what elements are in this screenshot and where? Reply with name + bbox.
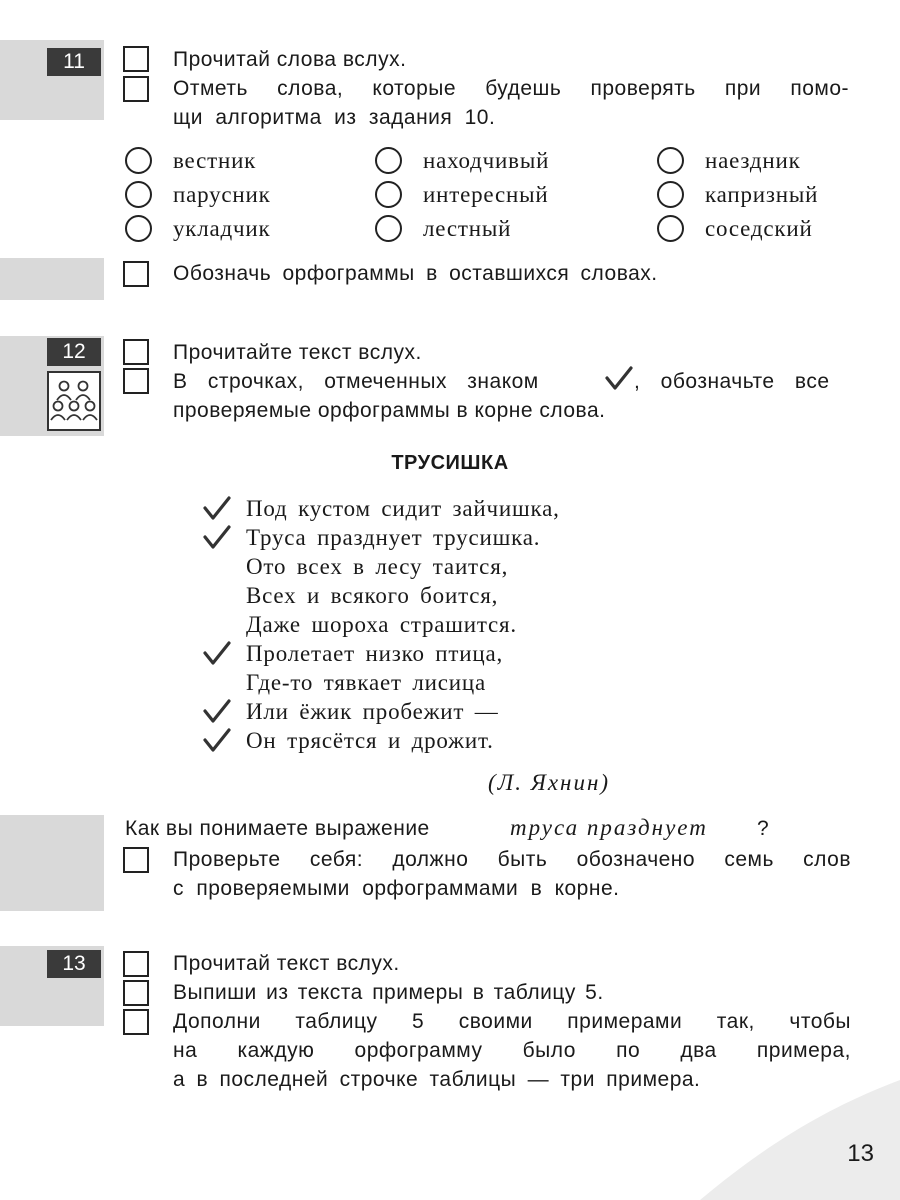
task13-line4: на каждую орфограмму было по два примера, bbox=[173, 1039, 851, 1062]
task12-line3: проверяемые орфограммы в корне слова. bbox=[173, 399, 606, 422]
poem-line: Труса празднует трусишка. bbox=[246, 525, 541, 550]
poem-checkmark-icon bbox=[202, 525, 232, 551]
word-kaprizny: капризный bbox=[705, 182, 819, 207]
poem-author: (Л. Яхнин) bbox=[488, 770, 611, 795]
group-work-icon bbox=[47, 371, 101, 431]
word-circle-sosedsky[interactable] bbox=[657, 215, 684, 242]
task13-checkbox-2[interactable] bbox=[123, 980, 149, 1006]
poem-line: Или ёжик пробежит — bbox=[246, 699, 499, 724]
poem-checkmark-icon bbox=[202, 699, 232, 725]
word-circle-lestny[interactable] bbox=[375, 215, 402, 242]
task12-checkbox-1[interactable] bbox=[123, 339, 149, 365]
task-number-12: 12 bbox=[47, 338, 101, 366]
task11-line3: щи алгоритма из задания 10. bbox=[173, 106, 496, 129]
task11-checkbox-1[interactable] bbox=[123, 46, 149, 72]
poem-checkmark-icon bbox=[202, 641, 232, 667]
task13-line1: Прочитай текст вслух. bbox=[173, 952, 400, 975]
task12-line2-a: В строчках, отмеченных знаком bbox=[173, 370, 539, 393]
page-curl-shadow bbox=[0, 1080, 900, 1200]
task13-checkbox-3[interactable] bbox=[123, 1009, 149, 1035]
task13-line2: Выпиши из текста примеры в таблицу 5. bbox=[173, 981, 604, 1004]
word-parusnik: парусник bbox=[173, 182, 271, 207]
word-vestnik: вестник bbox=[173, 148, 257, 173]
word-ukladchik: укладчик bbox=[173, 216, 271, 241]
poem-line: Где-то тявкает лисица bbox=[246, 670, 486, 695]
task12-question-a: Как вы понимаете выражение bbox=[125, 817, 430, 840]
word-circle-kaprizny[interactable] bbox=[657, 181, 684, 208]
checkmark-icon bbox=[604, 366, 634, 392]
word-sosedsky: соседский bbox=[705, 216, 813, 241]
poem-line: Пролетает низко птица, bbox=[246, 641, 504, 666]
task11-checkbox-2[interactable] bbox=[123, 76, 149, 102]
word-circle-parusnik[interactable] bbox=[125, 181, 152, 208]
word-lestny: лестный bbox=[423, 216, 512, 241]
task12-line1: Прочитайте текст вслух. bbox=[173, 341, 422, 364]
task13-line5: а в последней строчке таблицы — три примера. bbox=[173, 1068, 701, 1091]
word-circle-vestnik[interactable] bbox=[125, 147, 152, 174]
task11-line1: Прочитай слова вслух. bbox=[173, 48, 407, 71]
margin-band-task11-b bbox=[0, 258, 104, 300]
poem-line: Всех и всякого боится, bbox=[246, 583, 499, 608]
word-circle-ukladchik[interactable] bbox=[125, 215, 152, 242]
task12-check-line2: с проверяемыми орфограммами в корне. bbox=[173, 877, 620, 900]
word-interesny: интересный bbox=[423, 182, 549, 207]
poem-title: ТРУСИШКА bbox=[391, 452, 509, 474]
poem-line: Ото всех в лесу таится, bbox=[246, 554, 509, 579]
task12-check-line1: Проверьте себя: должно быть обозначено семь слов bbox=[173, 848, 851, 871]
task11-line4: Обозначь орфограммы в оставшихся словах. bbox=[173, 262, 658, 285]
poem-line: Даже шороха страшится. bbox=[246, 612, 517, 637]
task12-question-b: труса празднует bbox=[510, 815, 708, 840]
task13-line3: Дополни таблицу 5 своими примерами так, чтобы bbox=[173, 1010, 851, 1033]
task12-question-c: ? bbox=[757, 817, 770, 840]
poem-checkmark-icon bbox=[202, 496, 232, 522]
poem-line: Он трясётся и дрожит. bbox=[246, 728, 494, 753]
word-circle-nakhodchivy[interactable] bbox=[375, 147, 402, 174]
task13-checkbox-1[interactable] bbox=[123, 951, 149, 977]
poem-checkmark-icon bbox=[202, 728, 232, 754]
word-naezdnik: наездник bbox=[705, 148, 801, 173]
poem-line: Под кустом сидит зайчишка, bbox=[246, 496, 560, 521]
page-number: 13 bbox=[847, 1140, 874, 1167]
margin-band-task12-b bbox=[0, 815, 104, 911]
task12-checkbox-2[interactable] bbox=[123, 368, 149, 394]
task11-checkbox-3[interactable] bbox=[123, 261, 149, 287]
task-number-13: 13 bbox=[47, 950, 101, 978]
word-circle-naezdnik[interactable] bbox=[657, 147, 684, 174]
task-number-11: 11 bbox=[47, 48, 101, 76]
task12-line2-b: , обозначьте все bbox=[634, 370, 830, 393]
task11-line2: Отметь слова, которые будешь проверять при помо- bbox=[173, 77, 849, 100]
word-circle-interesny[interactable] bbox=[375, 181, 402, 208]
task12-checkbox-3[interactable] bbox=[123, 847, 149, 873]
word-nakhodchivy: находчивый bbox=[423, 148, 550, 173]
